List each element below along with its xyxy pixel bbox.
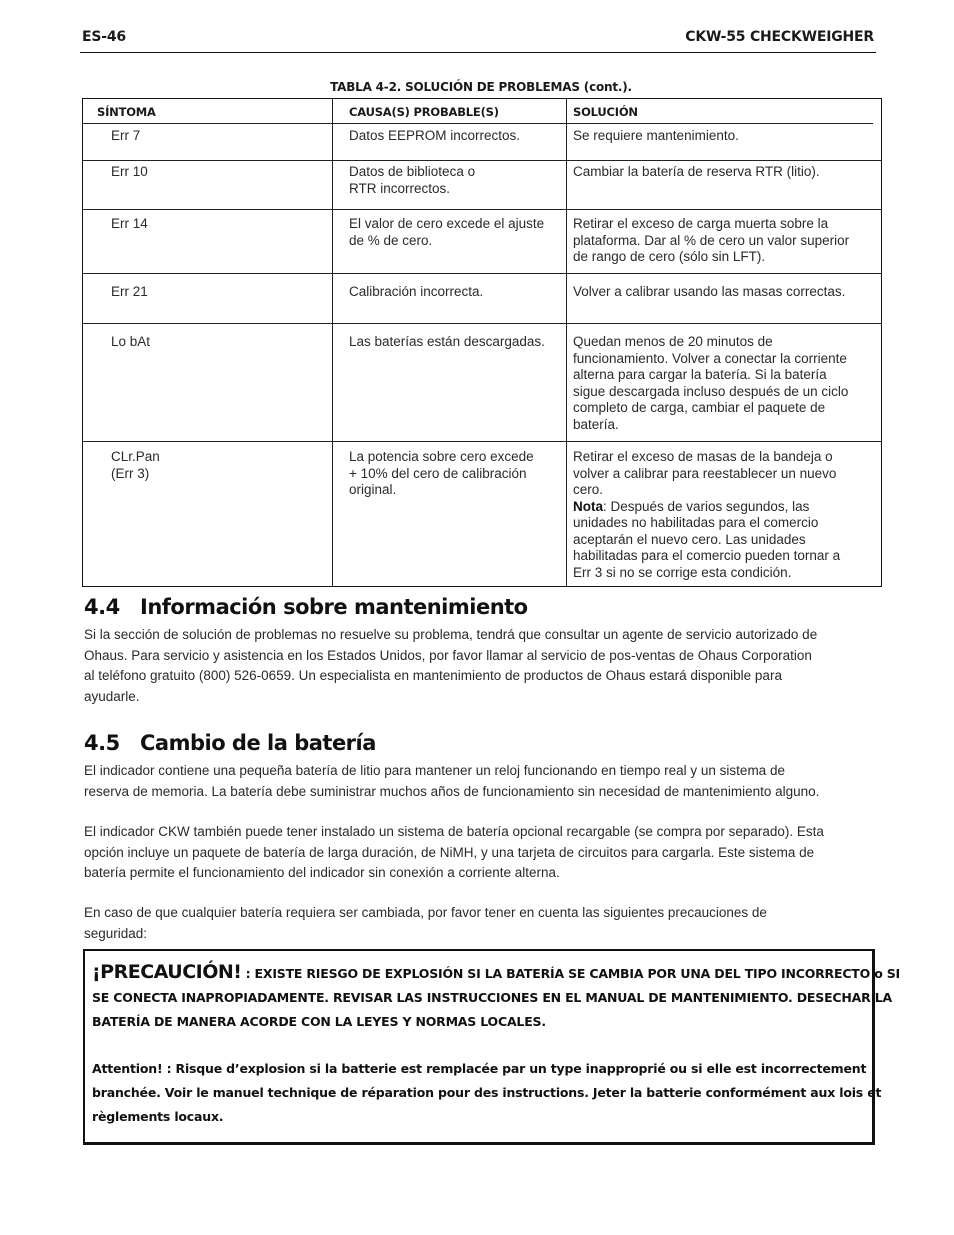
row-divider <box>83 273 881 274</box>
page-number: ES-46 <box>82 29 126 45</box>
table-cell-solution: Cambiar la batería de reserva RTR (litio). <box>573 164 820 179</box>
section-title: Cambio de la batería <box>140 731 376 755</box>
table-cell-symptom: Err 10 <box>111 164 148 179</box>
column-divider <box>566 99 567 586</box>
caution-french: Attention! : Risque d’explosion si la batterie est remplacée par un type inapproprié ou si elle est incorrectement branchée. Voir le manuel technique de réparation pour des instructions. Jeter la batterie conformément aux lois et règlements locaux. <box>92 1061 882 1124</box>
maintenance-paragraph: Si la sección de solución de problemas no resuelve su problema, tendrá que consultar un agente de servicio autorizado de Ohaus. Para servicio y asistencia en los Estados Unidos, por favor llamar al servicio de pos-ventas de Ohaus Corporation al teléfono gratuito (800) 526-0659. Un especialista en mantenimiento de productos de Ohaus estará disponible para ayudarle. <box>84 627 818 704</box>
table-cell-solution: Volver a calibrar usando las masas correctas. <box>573 284 846 299</box>
battery-paragraph-2: El indicador CKW también puede tener instalado un sistema de batería opcional recargable (se compra por separado). Esta opción incluye un paquete de batería de larga duración, de NiMH, y una tarjeta de circuitos para cargarla. Este sistema de batería permite el funcionamiento del indicador sin conexión a corriente alterna. <box>84 824 824 880</box>
row-divider <box>83 441 881 442</box>
table-cell-cause: La potencia sobre cero excede + 10% del cero de calibración original. <box>349 449 534 497</box>
table-cell-symptom: Lo bAt <box>111 334 151 349</box>
battery-paragraph-3: En caso de que cualquier batería requiera ser cambiada, por favor tener en cuenta las siguientes precauciones de seguridad: <box>84 905 767 941</box>
table-cell-cause: Datos de biblioteca o RTR incorrectos. <box>349 164 476 196</box>
table-cell-cause: Las baterías están descargadas. <box>349 334 545 349</box>
row-divider <box>83 323 881 324</box>
column-header-symptom: SÍNTOMA <box>97 105 156 119</box>
row-divider <box>83 209 881 210</box>
caution-box <box>83 949 900 1145</box>
table-cell-cause: El valor de cero excede el ajuste de % de cero. <box>349 216 545 248</box>
section-heading-battery <box>84 731 376 755</box>
table-cell-symptom: CLr.Pan (Err 3) <box>111 449 160 481</box>
table-caption: TABLA 4-2. SOLUCIÓN DE PROBLEMAS (cont.). <box>330 80 632 94</box>
note-line: Nota: Después de varios segundos, las <box>573 498 810 514</box>
troubleshooting-table <box>82 98 882 587</box>
column-header-cause: CAUSA(S) PROBABLE(S) <box>349 105 499 119</box>
caution-line: ¡PRECAUCIÓN! : EXISTE RIESGO DE EXPLOSIÓN SI LA BATERÍA SE CAMBIA POR UNA DEL TIPO INCORRECTO o SI <box>92 961 900 983</box>
header-row-divider <box>83 123 873 124</box>
table-cell-symptom: Err 14 <box>111 216 148 231</box>
product-name: CKW-55 CHECKWEIGHER <box>685 29 874 45</box>
table-cell-solution: Quedan menos de 20 minutos de funcionamiento. Volver a conectar la corriente alterna para cargar la batería. Si la batería sigue descargada incluso después de un ciclo completo de carga, cambiar el paquete de batería. <box>573 334 849 432</box>
table-cell-symptom: Err 21 <box>111 284 148 299</box>
section-title: Información sobre mantenimiento <box>140 595 528 619</box>
header-divider <box>80 52 876 53</box>
column-header-solution: SOLUCIÓN <box>573 105 638 119</box>
table-cell-solution: Retirar el exceso de masas de la bandeja o volver a calibrar para reestablecer un nuevo cero. Nota: Después de varios segundos, las unidades no habilitadas para el comercio aceptarán el nuevo cero. Las unidades habilitadas para el comercio pueden tornar a Err 3 si no se corrige esta condición. <box>573 449 841 580</box>
section-number: 4.5 <box>84 731 120 755</box>
note-label: Nota <box>573 498 603 514</box>
caution-spanish: ¡PRECAUCIÓN! : EXISTE RIESGO DE EXPLOSIÓN SI LA BATERÍA SE CAMBIA POR UNA DEL TIPO INCORRECTO o SI SE CONECTA INAPROPIADAMENTE. REVISAR LAS INSTRUCCIONES EN EL MANUAL DE MANTENIMIENTO. DESECHAR LA BATERÍA DE MANERA ACORDE CON LA LEYES Y NORMAS LOCALES. <box>92 961 900 1029</box>
section-number: 4.4 <box>84 595 120 619</box>
column-divider <box>332 99 333 586</box>
table-cell-solution: Se requiere mantenimiento. <box>573 128 739 143</box>
table-cell-symptom: Err 7 <box>111 128 141 143</box>
caution-title: ¡PRECAUCIÓN! <box>92 961 242 983</box>
table-cell-cause: Calibración incorrecta. <box>349 284 484 299</box>
row-divider <box>83 160 881 161</box>
section-heading-maintenance <box>84 595 528 619</box>
battery-paragraph-1: El indicador contiene una pequeña batería de litio para mantener un reloj funcionando en tiempo real y un sistema de reserva de memoria. La batería debe suministrar muchos años de funcionamiento sin necesidad de mantenimiento alguno. <box>84 763 820 799</box>
table-cell-solution: Retirar el exceso de carga muerta sobre la plataforma. Dar al % de cero un valor superior de rango de cero (sólo sin LFT). <box>573 216 850 264</box>
table-cell-cause: Datos EEPROM incorrectos. <box>349 128 521 143</box>
